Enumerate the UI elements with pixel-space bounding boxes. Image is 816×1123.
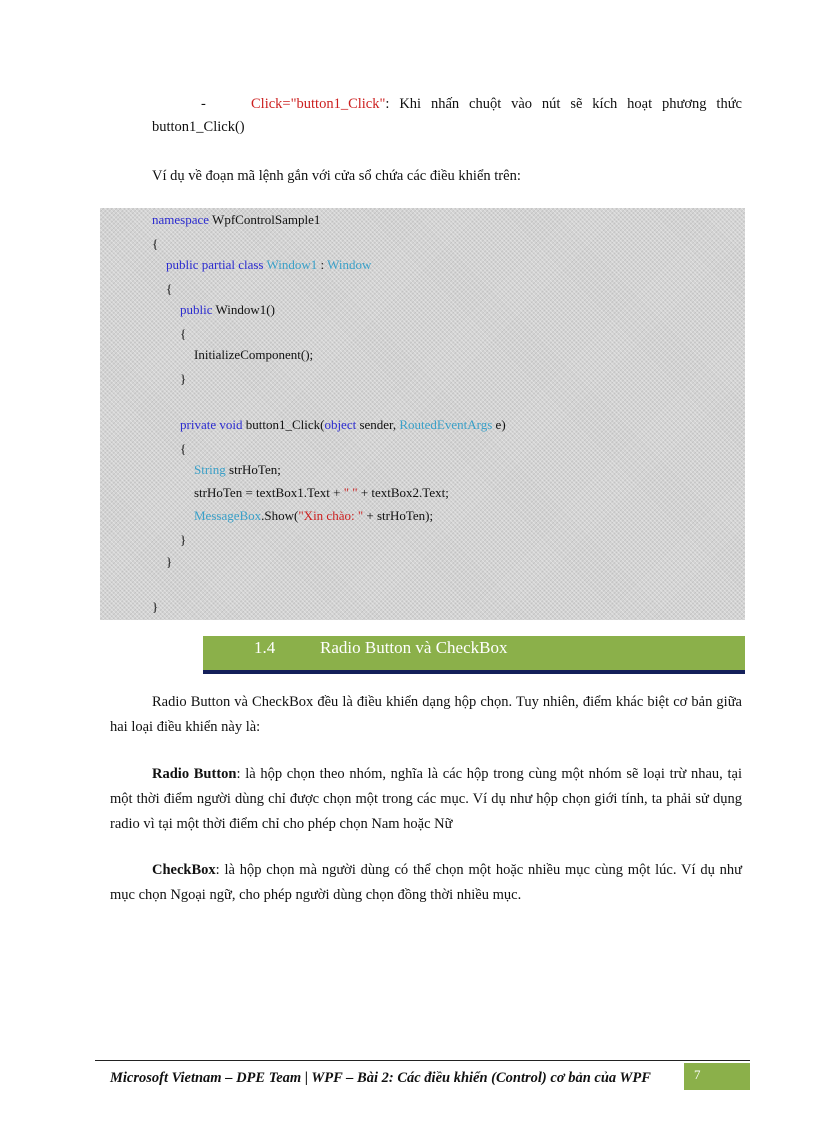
section-title: Radio Button và CheckBox: [320, 638, 508, 657]
code-line: public Window1(): [180, 302, 275, 317]
paragraph-intro: Radio Button và CheckBox đều là điều khiển dạng hộp chọn. Tuy nhiên, điểm khác biệt cơ bản giữa hai loại điều khiển này là:: [110, 694, 742, 735]
paragraph-radio-button: Radio Button: là hộp chọn theo nhóm, nghĩa là các hộp trong cùng một nhóm sẽ loại trừ nhau, tại một thời điểm người dùng chỉ được chọn một trong các mục. Ví dụ như hộp chọn giới tính, ta phải sử dụng radio vì tại một thời điểm chỉ cho phép chọn Nam hoặc Nữ: [110, 766, 742, 832]
section-number: 1.4: [254, 638, 276, 657]
code-line: }: [180, 532, 187, 547]
bullet-text: [251, 96, 742, 113]
code-line: MessageBox.Show("Xin chào: " + strHoTen);: [194, 508, 434, 523]
page-number-box: [684, 1063, 750, 1090]
footer-text: Microsoft Vietnam – DPE Team | WPF – Bài 2: Các điều khiển (Control) cơ bản của WPF: [110, 1070, 651, 1086]
intro-text: Ví dụ về đoạn mã lệnh gắn với cửa sổ chứa các điều khiển trên:: [152, 168, 521, 184]
code-line: private void button1_Click(object sender, RoutedEventArgs e): [180, 417, 506, 432]
bullet-code: Click="button1_Click": [251, 96, 386, 112]
code-line: strHoTen = textBox1.Text + " " + textBox2.Text;: [194, 485, 449, 500]
code-line: }: [152, 599, 159, 614]
bullet-continuation: button1_Click(): [152, 119, 245, 135]
code-line: InitializeComponent();: [194, 347, 314, 362]
code-line: }: [166, 554, 173, 569]
code-line: }: [180, 371, 187, 386]
code-block: [100, 208, 745, 620]
code-line: public partial class Window1 : Window: [166, 257, 372, 272]
bullet-dash: -: [201, 96, 206, 112]
code-line: {: [180, 441, 187, 456]
code-line: namespace WpfControlSample1: [152, 212, 321, 227]
code-line: String strHoTen;: [194, 462, 281, 477]
footer-rule: [95, 1060, 750, 1061]
term-radio-button: Radio Button: [152, 766, 237, 782]
paragraph-checkbox: CheckBox: là hộp chọn mà người dùng có thể chọn một hoặc nhiều mục cùng một lúc. Ví dụ như mục chọn Ngoại ngữ, cho phép người dùng chọn đồng thời nhiều mục.: [110, 862, 742, 903]
bullet-description: : Khi nhấn chuột vào nút sẽ kích hoạt phương thức: [385, 96, 742, 112]
term-checkbox: CheckBox: [152, 862, 216, 878]
code-line: {: [180, 326, 187, 341]
code-line: {: [166, 281, 173, 296]
code-line: {: [152, 236, 159, 251]
page-number: 7: [694, 1067, 701, 1082]
